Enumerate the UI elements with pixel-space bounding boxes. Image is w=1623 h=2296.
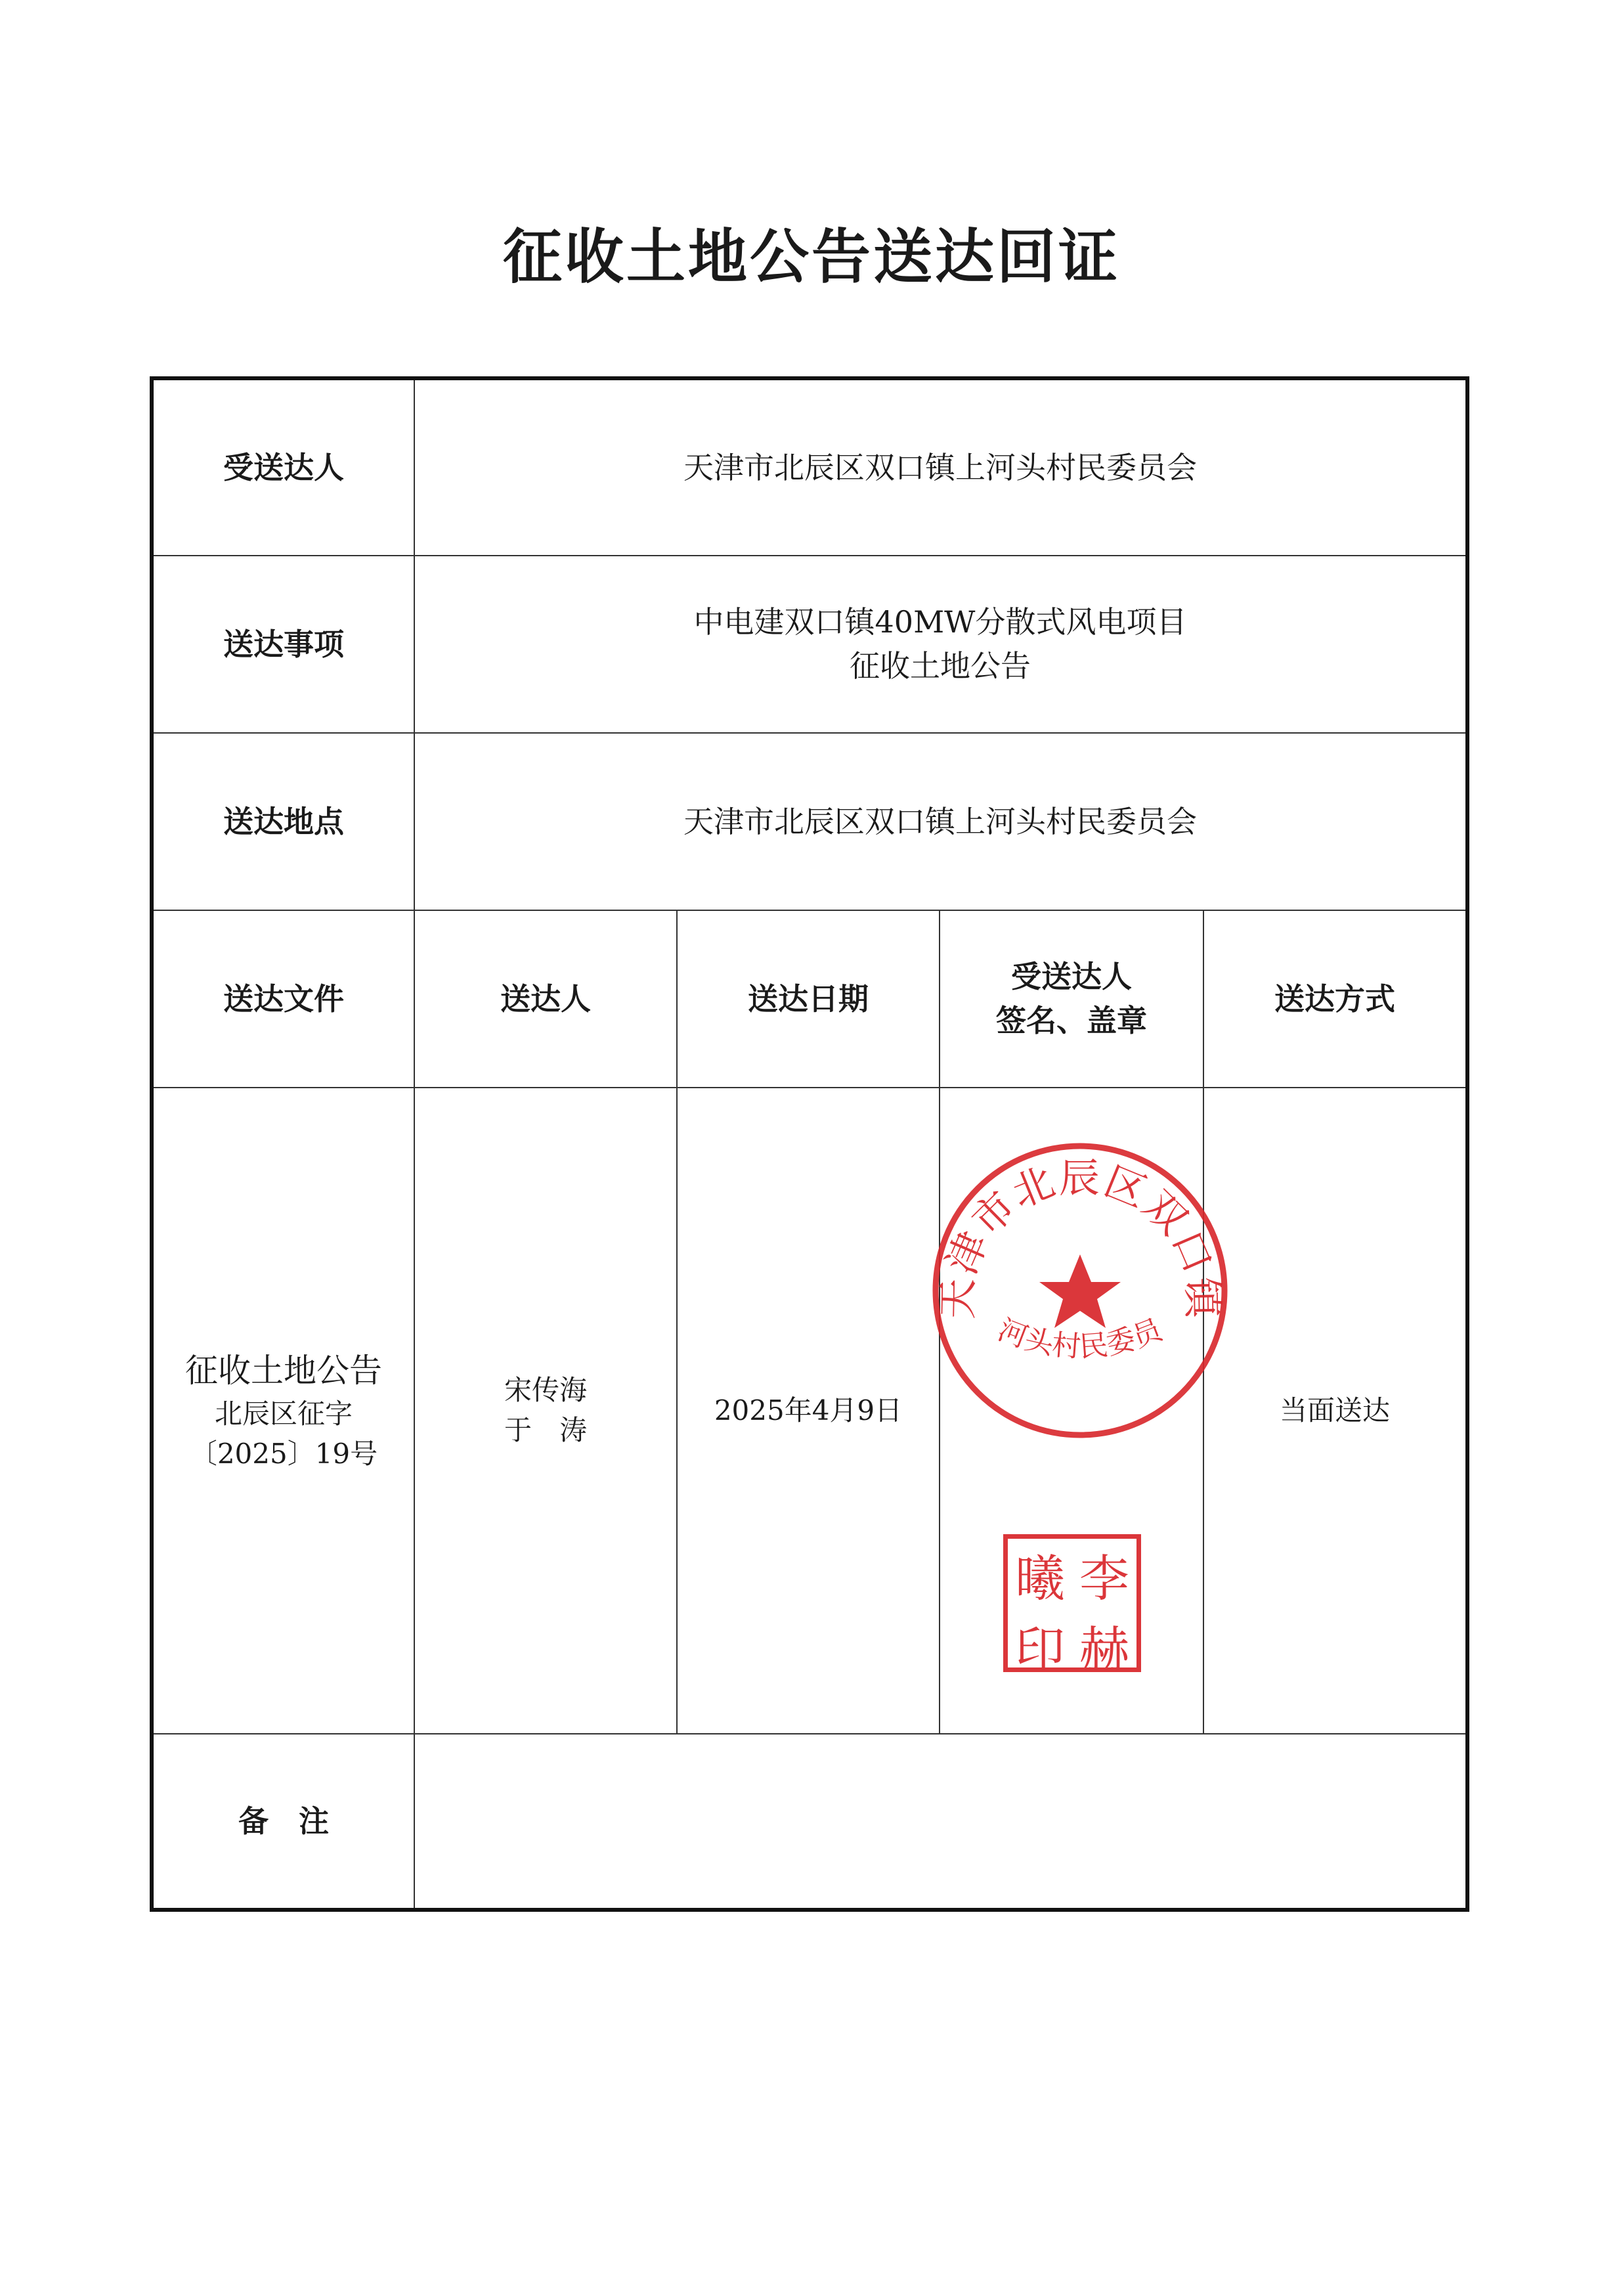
header-method: 送达方式 [1274, 981, 1395, 1017]
place-value: 天津市北辰区双口镇上河头村民委员会 [683, 803, 1197, 839]
header-deliverer: 送达人 [500, 981, 591, 1017]
delivery-method: 当面送达 [1279, 1394, 1390, 1426]
document-line-3: 〔2025〕19号 [189, 1438, 378, 1470]
deliverer-name-2: 于 涛 [504, 1414, 587, 1446]
remarks-value [415, 1734, 1465, 1908]
seal-char-3: 印 [1015, 1621, 1065, 1679]
matter-line-1: 中电建双口镇40MW分散式风电项目 [693, 604, 1187, 640]
seal-bottom-text: 河头村民委员 [993, 1313, 1167, 1364]
page-title: 征收土地公告送达回证 [503, 223, 1120, 292]
seal-top-text: 天津市北辰区双口镇 [933, 1154, 1227, 1320]
delivery-receipt-table [150, 376, 1469, 1912]
header-date: 送达日期 [748, 981, 869, 1017]
deliverer-cell [415, 1088, 676, 1733]
header-signature-line-1: 受送达人 [1011, 959, 1132, 995]
delivery-date: 2025年4月9日 [714, 1394, 903, 1426]
header-document: 送达文件 [223, 981, 344, 1017]
recipient-label: 受送达人 [223, 449, 344, 485]
matter-label: 送达事项 [223, 626, 344, 662]
personal-name-seal [1003, 1534, 1141, 1679]
seal-char-2: 李 [1079, 1549, 1129, 1608]
document-cell [154, 1088, 414, 1733]
document-line-2: 北辰区征字 [214, 1398, 353, 1430]
matter-value [415, 556, 1465, 732]
header-signature-line-2: 签名、盖章 [996, 1003, 1147, 1038]
matter-line-2: 征收土地公告 [849, 648, 1031, 684]
document-line-1: 征收土地公告 [185, 1351, 382, 1390]
remarks-label: 备 注 [238, 1803, 329, 1839]
seal-char-1: 曦 [1015, 1549, 1065, 1608]
header-signature [940, 911, 1203, 1087]
recipient-value: 天津市北辰区双口镇上河头村民委员会 [683, 449, 1197, 485]
place-label: 送达地点 [223, 803, 344, 839]
star-icon [1039, 1254, 1121, 1328]
seal-char-4: 赫 [1079, 1621, 1129, 1679]
deliverer-name-1: 宋传海 [504, 1374, 587, 1407]
round-seal-icon [926, 1136, 1234, 1445]
village-committee-seal [926, 1136, 1234, 1445]
